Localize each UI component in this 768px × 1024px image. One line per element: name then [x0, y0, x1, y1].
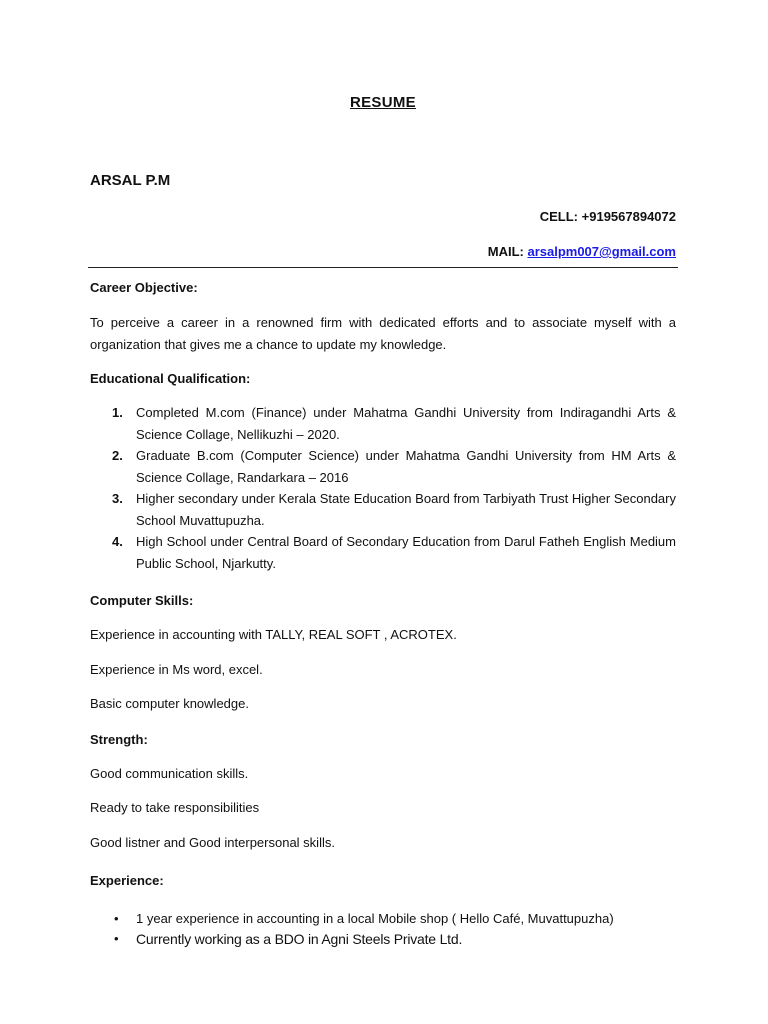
computer-skill-item: Experience in accounting with TALLY, REAL SOFT , ACROTEX.: [90, 627, 457, 642]
experience-item: [90, 909, 676, 929]
cell-label: CELL:: [539, 209, 579, 224]
mail-line: [488, 244, 676, 259]
item-number: 1.: [112, 405, 123, 420]
education-item-text: High School under Central Board of Secondary Education from Darul Fatheh English Medium Public School, Njarkutty.: [136, 534, 676, 571]
strength-item: Good communication skills.: [90, 766, 249, 781]
career-objective-heading: Career Objective:: [90, 280, 198, 295]
education-heading: Educational Qualification:: [90, 371, 251, 386]
bullet-icon: •: [114, 911, 119, 926]
computer-skills-heading: Computer Skills:: [90, 593, 194, 608]
item-number: 2.: [112, 448, 123, 463]
experience-list: [90, 909, 676, 950]
education-item: [90, 488, 676, 531]
mail-label: MAIL:: [487, 244, 524, 259]
item-number: 4.: [112, 534, 123, 549]
strength-heading: Strength:: [90, 732, 148, 747]
experience-item: [90, 929, 676, 950]
cell-line: [540, 209, 676, 224]
education-item-text: Completed M.com (Finance) under Mahatma Gandhi University from Indiragandhi Arts & Science Collage, Nellikuzhi – 2020.: [136, 405, 676, 442]
item-number: 3.: [112, 491, 123, 506]
education-item: [90, 531, 676, 574]
strength-item: Ready to take responsibilities: [90, 800, 260, 815]
computer-skill-item: Experience in Ms word, excel.: [90, 662, 263, 677]
email-link[interactable]: arsalpm007@gmail.com: [527, 244, 676, 259]
experience-item-text: 1 year experience in accounting in a local Mobile shop ( Hello Café, Muvattupuzha): [136, 911, 614, 926]
computer-skill-item: Basic computer knowledge.: [90, 696, 249, 711]
resume-page: [90, 0, 676, 1024]
resume-title: RESUME: [350, 94, 416, 111]
experience-heading: Experience:: [90, 873, 164, 888]
experience-item-text: Currently working as a BDO in Agni Steels Private Ltd.: [136, 931, 463, 947]
education-item-text: Graduate B.com (Computer Science) under Mahatma Gandhi University from HM Arts & Science Collage, Randarkara – 2016: [136, 448, 676, 485]
education-item-text: Higher secondary under Kerala State Education Board from Tarbiyath Trust Higher Secondary School Muvattupuzha.: [136, 491, 676, 528]
strength-item: Good listner and Good interpersonal skills.: [90, 835, 335, 850]
education-list: [90, 402, 676, 574]
candidate-name: ARSAL P.M: [90, 172, 171, 189]
bullet-icon: •: [114, 931, 119, 946]
header-divider: [88, 267, 678, 268]
cell-value: +919567894072: [581, 209, 676, 224]
career-objective-text: To perceive a career in a renowned firm with dedicated efforts and to associate myself with a organization that gives me a chance to update my knowledge.: [90, 315, 676, 352]
education-item: [90, 402, 676, 445]
education-item: [90, 445, 676, 488]
